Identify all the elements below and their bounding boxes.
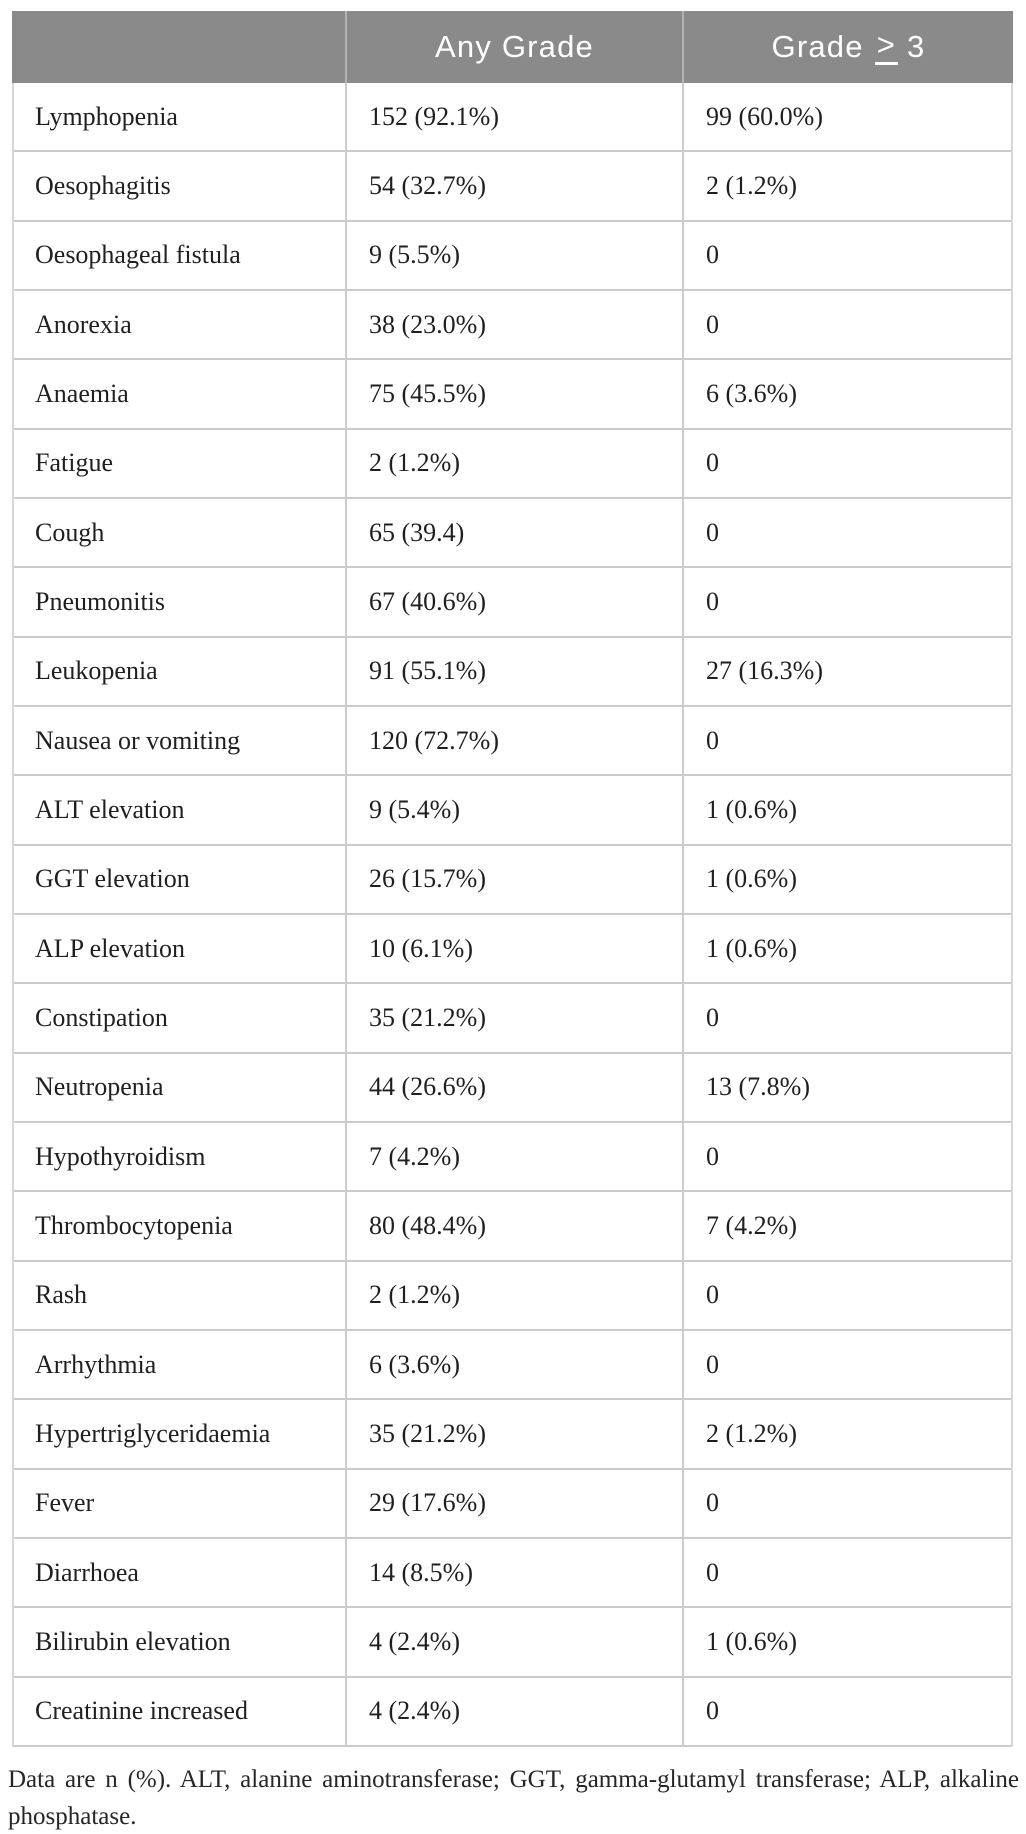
- event-name-cell: Cough: [35, 517, 105, 547]
- event-name-cell: Rash: [35, 1280, 87, 1310]
- table-row: [14, 707, 1011, 776]
- any-grade-value-cell: 6 (3.6%): [345, 1331, 682, 1398]
- grade3-value-cell: 0: [682, 1262, 1011, 1329]
- grade3-value-cell: 0: [682, 499, 1011, 566]
- grade3-value-cell: 27 (16.3%): [682, 638, 1011, 705]
- event-name-cell: GGT elevation: [35, 864, 190, 894]
- any-grade-value-cell: 14 (8.5%): [345, 1539, 682, 1606]
- any-grade-value-cell: 80 (48.4%): [345, 1192, 682, 1259]
- table-row: [14, 1539, 1011, 1608]
- event-name-cell: Pneumonitis: [35, 586, 166, 616]
- event-name-cell: Bilirubin elevation: [35, 1626, 231, 1656]
- grade3-value-cell: 0: [682, 1539, 1011, 1606]
- event-name-cell: Thrombocytopenia: [35, 1210, 233, 1240]
- any-grade-value-cell: 29 (17.6%): [345, 1470, 682, 1537]
- event-name-cell: Anorexia: [35, 309, 132, 339]
- table-row: [14, 1331, 1011, 1400]
- grade3-value-cell: 7 (4.2%): [682, 1192, 1011, 1259]
- event-name-cell: Lymphopenia: [35, 101, 178, 131]
- any-grade-value-cell: 2 (1.2%): [345, 1262, 682, 1329]
- any-grade-value-cell: 65 (39.4): [345, 499, 682, 566]
- table-row: [14, 499, 1011, 568]
- event-name-cell: Nausea or vomiting: [35, 725, 241, 755]
- any-grade-value-cell: 38 (23.0%): [345, 291, 682, 358]
- table-row: [14, 1400, 1011, 1469]
- event-name-cell: Constipation: [35, 1002, 168, 1032]
- any-grade-value-cell: 9 (5.5%): [345, 222, 682, 289]
- grade3-value-cell: 2 (1.2%): [682, 1400, 1011, 1467]
- grade3-value-cell: 1 (0.6%): [682, 846, 1011, 913]
- grade3-value-cell: 0: [682, 291, 1011, 358]
- grade3-header-suffix: 3: [907, 29, 926, 64]
- table-row: [14, 638, 1011, 707]
- grade3-value-cell: 1 (0.6%): [682, 776, 1011, 843]
- any-grade-value-cell: 152 (92.1%): [345, 83, 682, 150]
- table-row: [14, 1608, 1011, 1677]
- any-grade-value-cell: 35 (21.2%): [345, 984, 682, 1051]
- table-row: [14, 568, 1011, 637]
- table-header-row: [12, 11, 1013, 83]
- table-row: [14, 776, 1011, 845]
- grade3-value-cell: 0: [682, 568, 1011, 635]
- event-name-cell: Creatinine increased: [35, 1696, 248, 1726]
- greater-or-equal-symbol: >: [875, 29, 898, 65]
- grade3-value-cell: 1 (0.6%): [682, 1608, 1011, 1675]
- event-name-cell: Hypothyroidism: [35, 1141, 206, 1171]
- header-grade-ge-3: [682, 11, 1013, 83]
- event-name-cell: Anaemia: [35, 378, 129, 408]
- table-row: [14, 1123, 1011, 1192]
- grade3-value-cell: 99 (60.0%): [682, 83, 1011, 150]
- table-row: [14, 360, 1011, 429]
- event-name-cell: Oesophageal fistula: [35, 240, 241, 270]
- grade3-value-cell: 0: [682, 430, 1011, 497]
- grade3-value-cell: 0: [682, 222, 1011, 289]
- any-grade-value-cell: 54 (32.7%): [345, 152, 682, 219]
- table-row: [14, 222, 1011, 291]
- table-row: [14, 1054, 1011, 1123]
- table-row: [14, 984, 1011, 1053]
- event-name-cell: ALP elevation: [35, 933, 185, 963]
- any-grade-value-cell: 91 (55.1%): [345, 638, 682, 705]
- event-name-cell: ALT elevation: [35, 794, 185, 824]
- table-row: [14, 83, 1011, 152]
- table-footnote: Data are n (%). ALT, alanine aminotransferase; GGT, gamma-glutamyl transferase; ALP, alkaline phosphatase.: [8, 1766, 1019, 1830]
- any-grade-value-cell: 10 (6.1%): [345, 915, 682, 982]
- grade3-value-cell: 0: [682, 1678, 1011, 1745]
- table-body: [12, 83, 1013, 1747]
- any-grade-value-cell: 35 (21.2%): [345, 1400, 682, 1467]
- event-name-cell: Fever: [35, 1488, 95, 1518]
- event-name-cell: Leukopenia: [35, 656, 158, 686]
- any-grade-value-cell: 4 (2.4%): [345, 1678, 682, 1745]
- grade3-value-cell: 0: [682, 1331, 1011, 1398]
- any-grade-value-cell: 2 (1.2%): [345, 430, 682, 497]
- any-grade-value-cell: 26 (15.7%): [345, 846, 682, 913]
- any-grade-value-cell: 44 (26.6%): [345, 1054, 682, 1121]
- grade3-value-cell: 2 (1.2%): [682, 152, 1011, 219]
- table-row: [14, 846, 1011, 915]
- table-row: [14, 1262, 1011, 1331]
- event-name-cell: Oesophagitis: [35, 170, 171, 200]
- grade3-value-cell: 0: [682, 1123, 1011, 1190]
- table-row: [14, 1192, 1011, 1261]
- grade3-value-cell: 0: [682, 707, 1011, 774]
- adverse-events-table: [12, 11, 1013, 1747]
- table-row: [14, 430, 1011, 499]
- any-grade-value-cell: 120 (72.7%): [345, 707, 682, 774]
- table-row: [14, 915, 1011, 984]
- header-empty-cell: [12, 11, 345, 83]
- any-grade-value-cell: 75 (45.5%): [345, 360, 682, 427]
- table-row: [14, 1678, 1011, 1747]
- any-grade-value-cell: 4 (2.4%): [345, 1608, 682, 1675]
- grade3-value-cell: 0: [682, 1470, 1011, 1537]
- event-name-cell: Diarrhoea: [35, 1557, 139, 1587]
- table-row: [14, 1470, 1011, 1539]
- table-row: [14, 152, 1011, 221]
- table-row: [14, 291, 1011, 360]
- any-grade-value-cell: 7 (4.2%): [345, 1123, 682, 1190]
- event-name-cell: Neutropenia: [35, 1072, 164, 1102]
- event-name-cell: Fatigue: [35, 448, 113, 478]
- any-grade-value-cell: 67 (40.6%): [345, 568, 682, 635]
- grade3-value-cell: 0: [682, 984, 1011, 1051]
- event-name-cell: Arrhythmia: [35, 1349, 157, 1379]
- any-grade-value-cell: 9 (5.4%): [345, 776, 682, 843]
- grade3-value-cell: 1 (0.6%): [682, 915, 1011, 982]
- grade3-header-prefix: Grade: [771, 29, 864, 64]
- header-any-grade: Any Grade: [345, 11, 682, 83]
- grade3-value-cell: 13 (7.8%): [682, 1054, 1011, 1121]
- event-name-cell: Hypertriglyceridaemia: [35, 1418, 271, 1448]
- grade3-value-cell: 6 (3.6%): [682, 360, 1011, 427]
